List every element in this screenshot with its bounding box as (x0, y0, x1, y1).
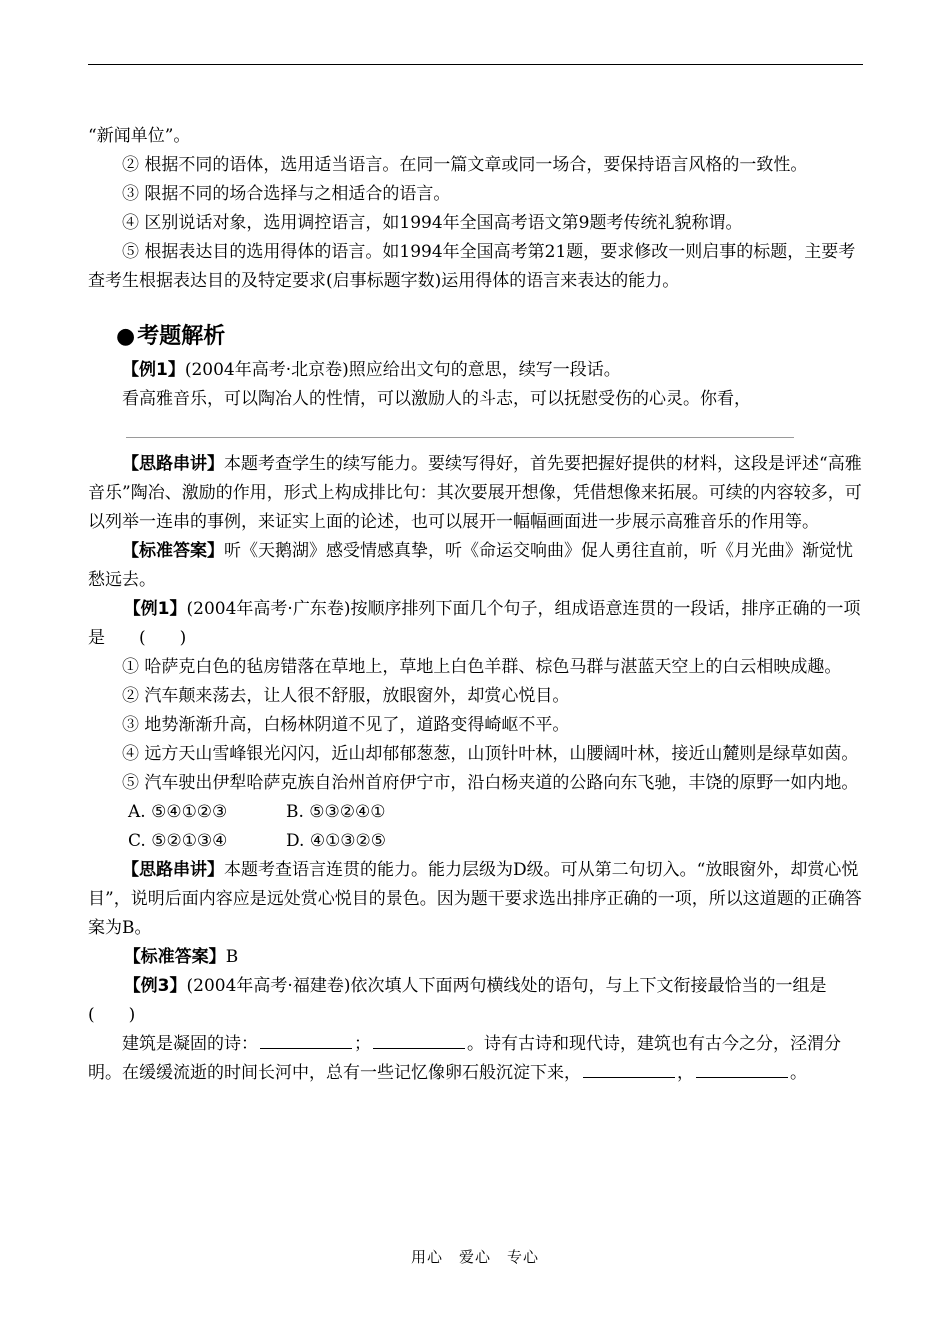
example-1-analysis: 【思路串讲】本题考查学生的续写能力。要续写得好，首先要把握好提供的材料，这段是评述“高雅音乐”陶冶、激励的作用，形式上构成排比句：其次要展开想像，凭借想像来拓展。可续的内容较多，可以列举一连串的事例，来证实上面的论述，也可以展开一幅幅画面进一步展示高雅音乐的作用等。 (88, 454, 862, 532)
example-2-tag: 【例1】 (123, 599, 187, 619)
fill-blank (696, 1060, 788, 1078)
point-2: ② 根据不同的语体，选用适当语言。在同一篇文章或同一场合，要保持语言风格的一致性。 (122, 155, 808, 175)
analysis-tag: 【思路串讲】 (122, 454, 224, 474)
example-2-answer: 【标准答案】B (123, 947, 239, 967)
example-3-tag: 【例3】 (123, 976, 187, 996)
example-1-tag: 【例1】 (122, 360, 185, 380)
sentence-3: ③ 地势渐渐升高，白杨林阴道不见了，道路变得崎岖不平。 (122, 715, 570, 735)
point-4: ④ 区别说话对象，选用调控语言，如1994年全国高考语文第9题考传统礼貌称谓。 (122, 213, 743, 233)
answer-blank-line (126, 437, 794, 438)
example-3-text: 建筑是凝固的诗： ； 。诗有古诗和现代诗，建筑也有古今之分，泾渭分明。在缓缓流逝的时间长河中，总有一些记忆像卵石般沉淀下来， ， 。 (88, 1030, 864, 1088)
example-1-prompt: 【例1】(2004年高考·北京卷)照应给出文句的意思，续写一段话。 (122, 360, 621, 380)
sentence-4: ④ 远方天山雪峰银光闪闪，近山却郁郁葱葱，山顶针叶林，山腰阔叶林，接近山麓则是绿草如茵。 (122, 744, 859, 764)
option-a: A. ⑤④①②③ (128, 802, 228, 822)
options-row-1 (88, 798, 864, 827)
option-b: B. ⑤③②④① (286, 802, 386, 822)
page-content (88, 122, 864, 1088)
example-3-prompt: 【例3】(2004年高考·福建卷)依次填人下面两句横线处的语句，与上下文衔接最恰当的一组是 ( ) (88, 976, 861, 1025)
example-1-answer: 【标准答案】听《天鹅湖》感受情感真挚，听《命运交响曲》促人勇往直前，听《月光曲》渐觉忧愁远去。 (88, 541, 853, 590)
section-heading (116, 322, 864, 352)
fill-blank (583, 1060, 675, 1078)
option-d: D. ④①③②⑤ (286, 831, 387, 851)
answer-tag: 【标准答案】 (123, 947, 226, 967)
fill-blank (373, 1031, 465, 1049)
options-row-2 (88, 827, 864, 856)
section-title: 考题解析 (137, 324, 226, 349)
point-5: ⑤ 根据表达目的选用得体的语言。如1994年全国高考第21题，要求修改一则启事的标题，主要考查考生根据表达目的及特定要求(启事标题字数)运用得体的语言来表达的能力。 (88, 242, 856, 291)
example-2-analysis: 【思路串讲】本题考查语言连贯的能力。能力层级为D级。可从第二句切入。“放眼窗外，却赏心悦目”，说明后面内容应是远处赏心悦目的景色。因为题干要求选出排序正确的一项，所以这道题的正确答案为B。 (88, 860, 862, 938)
example-2-prompt: 【例1】(2004年高考·广东卷)按顺序排列下面几个句子，组成语意连贯的一段话，排序正确的一项是 ( ) (88, 599, 861, 648)
header-rule (88, 64, 863, 65)
sentence-2: ② 汽车颠来荡去，让人很不舒服，放眼窗外，却赏心悦目。 (122, 686, 570, 706)
fill-blank (260, 1031, 352, 1049)
example-1-text: 看高雅音乐，可以陶冶人的性情，可以激励人的斗志，可以抚慰受伤的心灵。你看， (122, 389, 751, 409)
analysis-tag: 【思路串讲】 (122, 860, 224, 880)
bullet-icon: ● (116, 324, 136, 349)
option-c: C. ⑤②①③④ (128, 831, 228, 851)
answer-tag: 【标准答案】 (122, 541, 224, 561)
sentence-1: ① 哈萨克白色的毡房错落在草地上，草地上白色羊群、棕色马群与湛蓝天空上的白云相映成趣。 (122, 657, 842, 677)
page-footer: 用心 爱心 专心 (410, 1248, 539, 1266)
line-news-unit: “新闻单位”。 (88, 126, 191, 146)
point-3: ③ 限据不同的场合选择与之相适合的语言。 (122, 184, 451, 204)
sentence-5: ⑤ 汽车驶出伊犁哈萨克族自治州首府伊宁市，沿白杨夹道的公路向东飞驰，丰饶的原野一如内地。 (122, 773, 859, 793)
